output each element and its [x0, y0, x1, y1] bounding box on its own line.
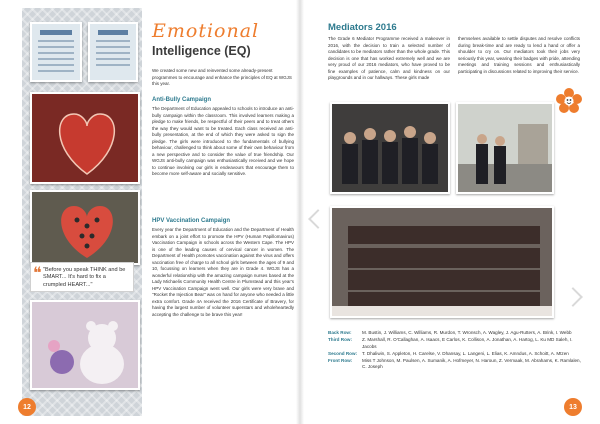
row-names: T. Dhaliwin, S. Appleton, H. Carelse, V. Dhansay, L. Langeni, L. Elias, K. Amndus, A. Schoitt, A. Mtzen	[362, 350, 569, 356]
page-number-right: 13	[564, 398, 582, 416]
quote-text: "Before you speak THINK and be SMART... It's hard to fix a crumpled HEART..."	[43, 267, 126, 288]
row-names: Z. Marshall, R. O'Callaghan, A. Isaacs, E Carlos, K. Collison, A. Jonathan, A. Hartog, L. Ku MD Saleh, I. Jacobs	[362, 336, 573, 349]
anti-bully-heading: Anti-Bully Campaign	[152, 97, 212, 103]
row-label: Back Row:	[328, 330, 352, 335]
page-number-left: 12	[18, 398, 36, 416]
pledge-poster-photo-2	[88, 22, 138, 82]
name-row	[328, 358, 583, 372]
row-label: Third Row:	[328, 336, 352, 342]
row-label: Second Row:	[328, 350, 358, 356]
hpv-heading: HPV Vaccination Campaign	[152, 218, 231, 224]
quote-mark-icon: ❝	[33, 263, 42, 282]
mediators-class-photo	[330, 206, 554, 318]
page-title-script: Emotional	[152, 20, 260, 42]
mediators-column-2: themselves available to settle disputes and resolve conflicts during break-time and are ready to lend a hand or offer a shoulder to cry on. Our mediators took their jobs very seriously this year, wearing their badges with pride, attending meetings and training sessions and enthusiastically participating in discussions related to improving their service.	[458, 36, 580, 74]
heart-icon	[32, 192, 140, 265]
mediators-outdoor-photo	[456, 102, 554, 194]
row-label: Front Row:	[328, 357, 353, 363]
name-row	[328, 337, 583, 351]
heart-artwork-photo	[30, 92, 140, 184]
flower-icon	[556, 88, 582, 114]
teddy-bear-icon	[32, 302, 140, 390]
quote-card	[30, 262, 134, 292]
injection-bear-photo	[30, 300, 140, 390]
hpv-body: Every year the Department of Education and the Department of Health embark on a joint effort to promote the HPV (Human Papillomavirus) Vaccination Campaign in schools across the Western Cape. The HPV is one of the leading causes of cervical cancer in women. The Department of Health promotes vaccination against the virus and offers vaccination free of charge to all school girls between the ages of 9 and 10, focussing on learners when they are in Grade 4. WGJS has a wonderful relationship with the amazing campaign nurses based at the Lady Michaelis Community Health Centre in Plumstead and this year's HPV Vaccination Campaign went well. Our girls were very brave and "Rocket the Injection Bear" was on hand for anyone who needed a little extra comfort. Grade 4A received the 2016 Certificate of Bravery, for having the largest number of volunteer superstars and wholeheartedly accepting the challenge to be brave this year!	[152, 227, 294, 317]
name-list	[328, 330, 583, 371]
heart-icon	[32, 94, 140, 184]
intro-paragraph: We created some new and reinvented some already-present programmes to encourage and enhance the principles of EQ at WGJS this year.	[152, 68, 292, 87]
name-row	[328, 351, 583, 358]
heart-display-photo	[30, 190, 140, 265]
mediators-column-1: The Grade 6 Mediator Programme received a makeover in 2016, with the decision to train a selected number of candidates to be mediators rather than the whole grade. This decision is one that has worked extremely well and we are very proud of our 2016 mediators, who have proved to be fine examples of patience, calm and kindness on our playgrounds and in our hallways. These girls made	[328, 36, 450, 81]
outdoor-photo-icon	[458, 104, 554, 194]
mediators-title: Mediators 2016	[328, 22, 397, 33]
mediators-group-photo-1	[330, 102, 450, 194]
name-row	[328, 330, 583, 337]
page-title: Intelligence (EQ)	[152, 44, 251, 58]
class-photo-icon	[332, 208, 554, 318]
book-spine-shadow	[296, 0, 304, 424]
pledge-poster-photo-1	[30, 22, 82, 82]
anti-bully-body: The Department of Education appealed to schools to introduce an anti-bully campaign within the classroom. This involved learners making a pledge to make friends, be respectful of their peers and to treat others the way they would want to be treated. Each class received an anti-bully presentation, at the end of which they were asked to sign the pledge. The girls were introduced to the fundamentals of bullying behaviour, challenged to think about some of their own behaviour from a new perspective and to consider the value of true friendship. Our WGJS anti-bully campaign was enthusiastically received and we hope to continue involving our girls in endeavours that encourage them to become more self-aware and socially sensitive.	[152, 106, 294, 177]
row-names: M. Bustin, J. Williams, C. Williams, R. Murdon, T. Wronsch, A. Wagley, J. Agu-Rutters, A. Brink, I. Webb	[362, 330, 572, 335]
group-photo-icon	[332, 104, 450, 194]
row-names: Miss T Johnson, M. Paulsen, A. Sumanik, A. Hofmeyer, N. Haroun, Z. Vermaak, M. Abrahams, K. Ramlalen, C. Joseph	[362, 357, 581, 370]
